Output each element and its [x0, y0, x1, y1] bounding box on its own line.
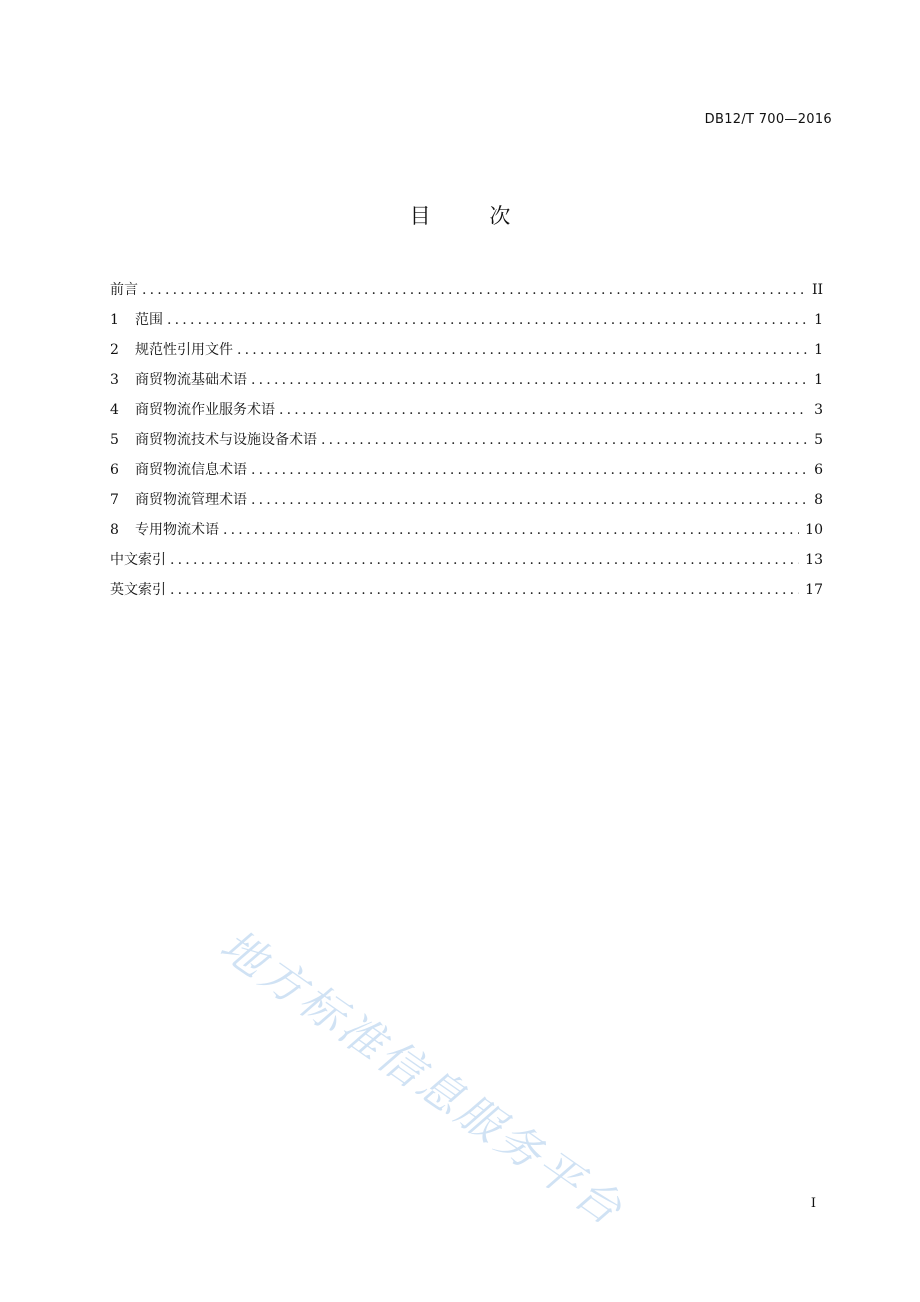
toc-entry-number: 6 — [110, 462, 119, 478]
toc-entry-label: 商贸物流管理术语 — [135, 492, 247, 508]
document-code: DB12/T 700—2016 — [704, 112, 832, 127]
toc-entry-label: 范围 — [135, 312, 163, 328]
toc-entry-number: 8 — [110, 522, 119, 538]
toc-dot-leader — [170, 546, 799, 574]
toc-dot-leader — [321, 426, 808, 454]
page-number: I — [810, 1196, 816, 1211]
toc-title: 目 次 — [409, 204, 537, 228]
toc-entry-page: 1 — [814, 372, 823, 388]
toc-entry-page: 5 — [814, 432, 823, 448]
toc-dot-leader — [167, 306, 808, 334]
toc-entry-foreword[interactable] — [110, 276, 823, 306]
toc-dot-leader — [223, 516, 799, 544]
toc-dot-leader — [170, 576, 799, 604]
toc-entry-page: 10 — [805, 522, 823, 538]
toc-entry-page: 8 — [814, 492, 823, 508]
toc-entry-label: 中文索引 — [110, 552, 166, 568]
toc-entry-management-terms[interactable] — [110, 486, 823, 516]
toc-entry-number: 1 — [110, 312, 119, 328]
toc-entry-normative-references[interactable] — [110, 336, 823, 366]
toc-entry-number: 4 — [110, 402, 119, 418]
toc-entry-english-index[interactable] — [110, 576, 823, 606]
toc-dot-leader — [251, 456, 808, 484]
toc-dot-leader — [251, 366, 808, 394]
toc-dot-leader — [251, 486, 808, 514]
toc-entry-information-terms[interactable] — [110, 456, 823, 486]
toc-entry-label: 商贸物流技术与设施设备术语 — [135, 432, 317, 448]
toc-entry-operation-service-terms[interactable] — [110, 396, 823, 426]
toc-entry-number: 3 — [110, 372, 119, 388]
toc-entry-page: 1 — [814, 342, 823, 358]
toc-dot-leader — [237, 336, 808, 364]
toc-entry-label: 专用物流术语 — [135, 522, 219, 538]
toc-entry-label: 英文索引 — [110, 582, 166, 598]
toc-entry-page: 17 — [805, 582, 823, 598]
toc-entry-page: 3 — [814, 402, 823, 418]
table-of-contents — [110, 276, 823, 606]
toc-entry-label: 规范性引用文件 — [135, 342, 233, 358]
toc-entry-label: 商贸物流基础术语 — [135, 372, 247, 388]
toc-entry-number: 7 — [110, 492, 119, 508]
toc-entry-number: 2 — [110, 342, 119, 358]
toc-entry-page: II — [811, 282, 823, 298]
toc-entry-special-logistics-terms[interactable] — [110, 516, 823, 546]
toc-entry-chinese-index[interactable] — [110, 546, 823, 576]
toc-entry-page: 1 — [814, 312, 823, 328]
toc-dot-leader — [142, 276, 806, 304]
toc-entry-number: 5 — [110, 432, 119, 448]
toc-entry-page: 13 — [805, 552, 823, 568]
toc-entry-scope[interactable] — [110, 306, 823, 336]
toc-entry-label: 商贸物流信息术语 — [135, 462, 247, 478]
toc-entry-basic-terms[interactable] — [110, 366, 823, 396]
toc-entry-label: 商贸物流作业服务术语 — [135, 402, 275, 418]
toc-entry-label: 前言 — [110, 282, 138, 298]
toc-entry-technology-equipment-terms[interactable] — [110, 426, 823, 456]
toc-dot-leader — [279, 396, 808, 424]
toc-entry-page: 6 — [814, 462, 823, 478]
watermark: 地方标准信息服务平台 — [210, 919, 634, 1237]
